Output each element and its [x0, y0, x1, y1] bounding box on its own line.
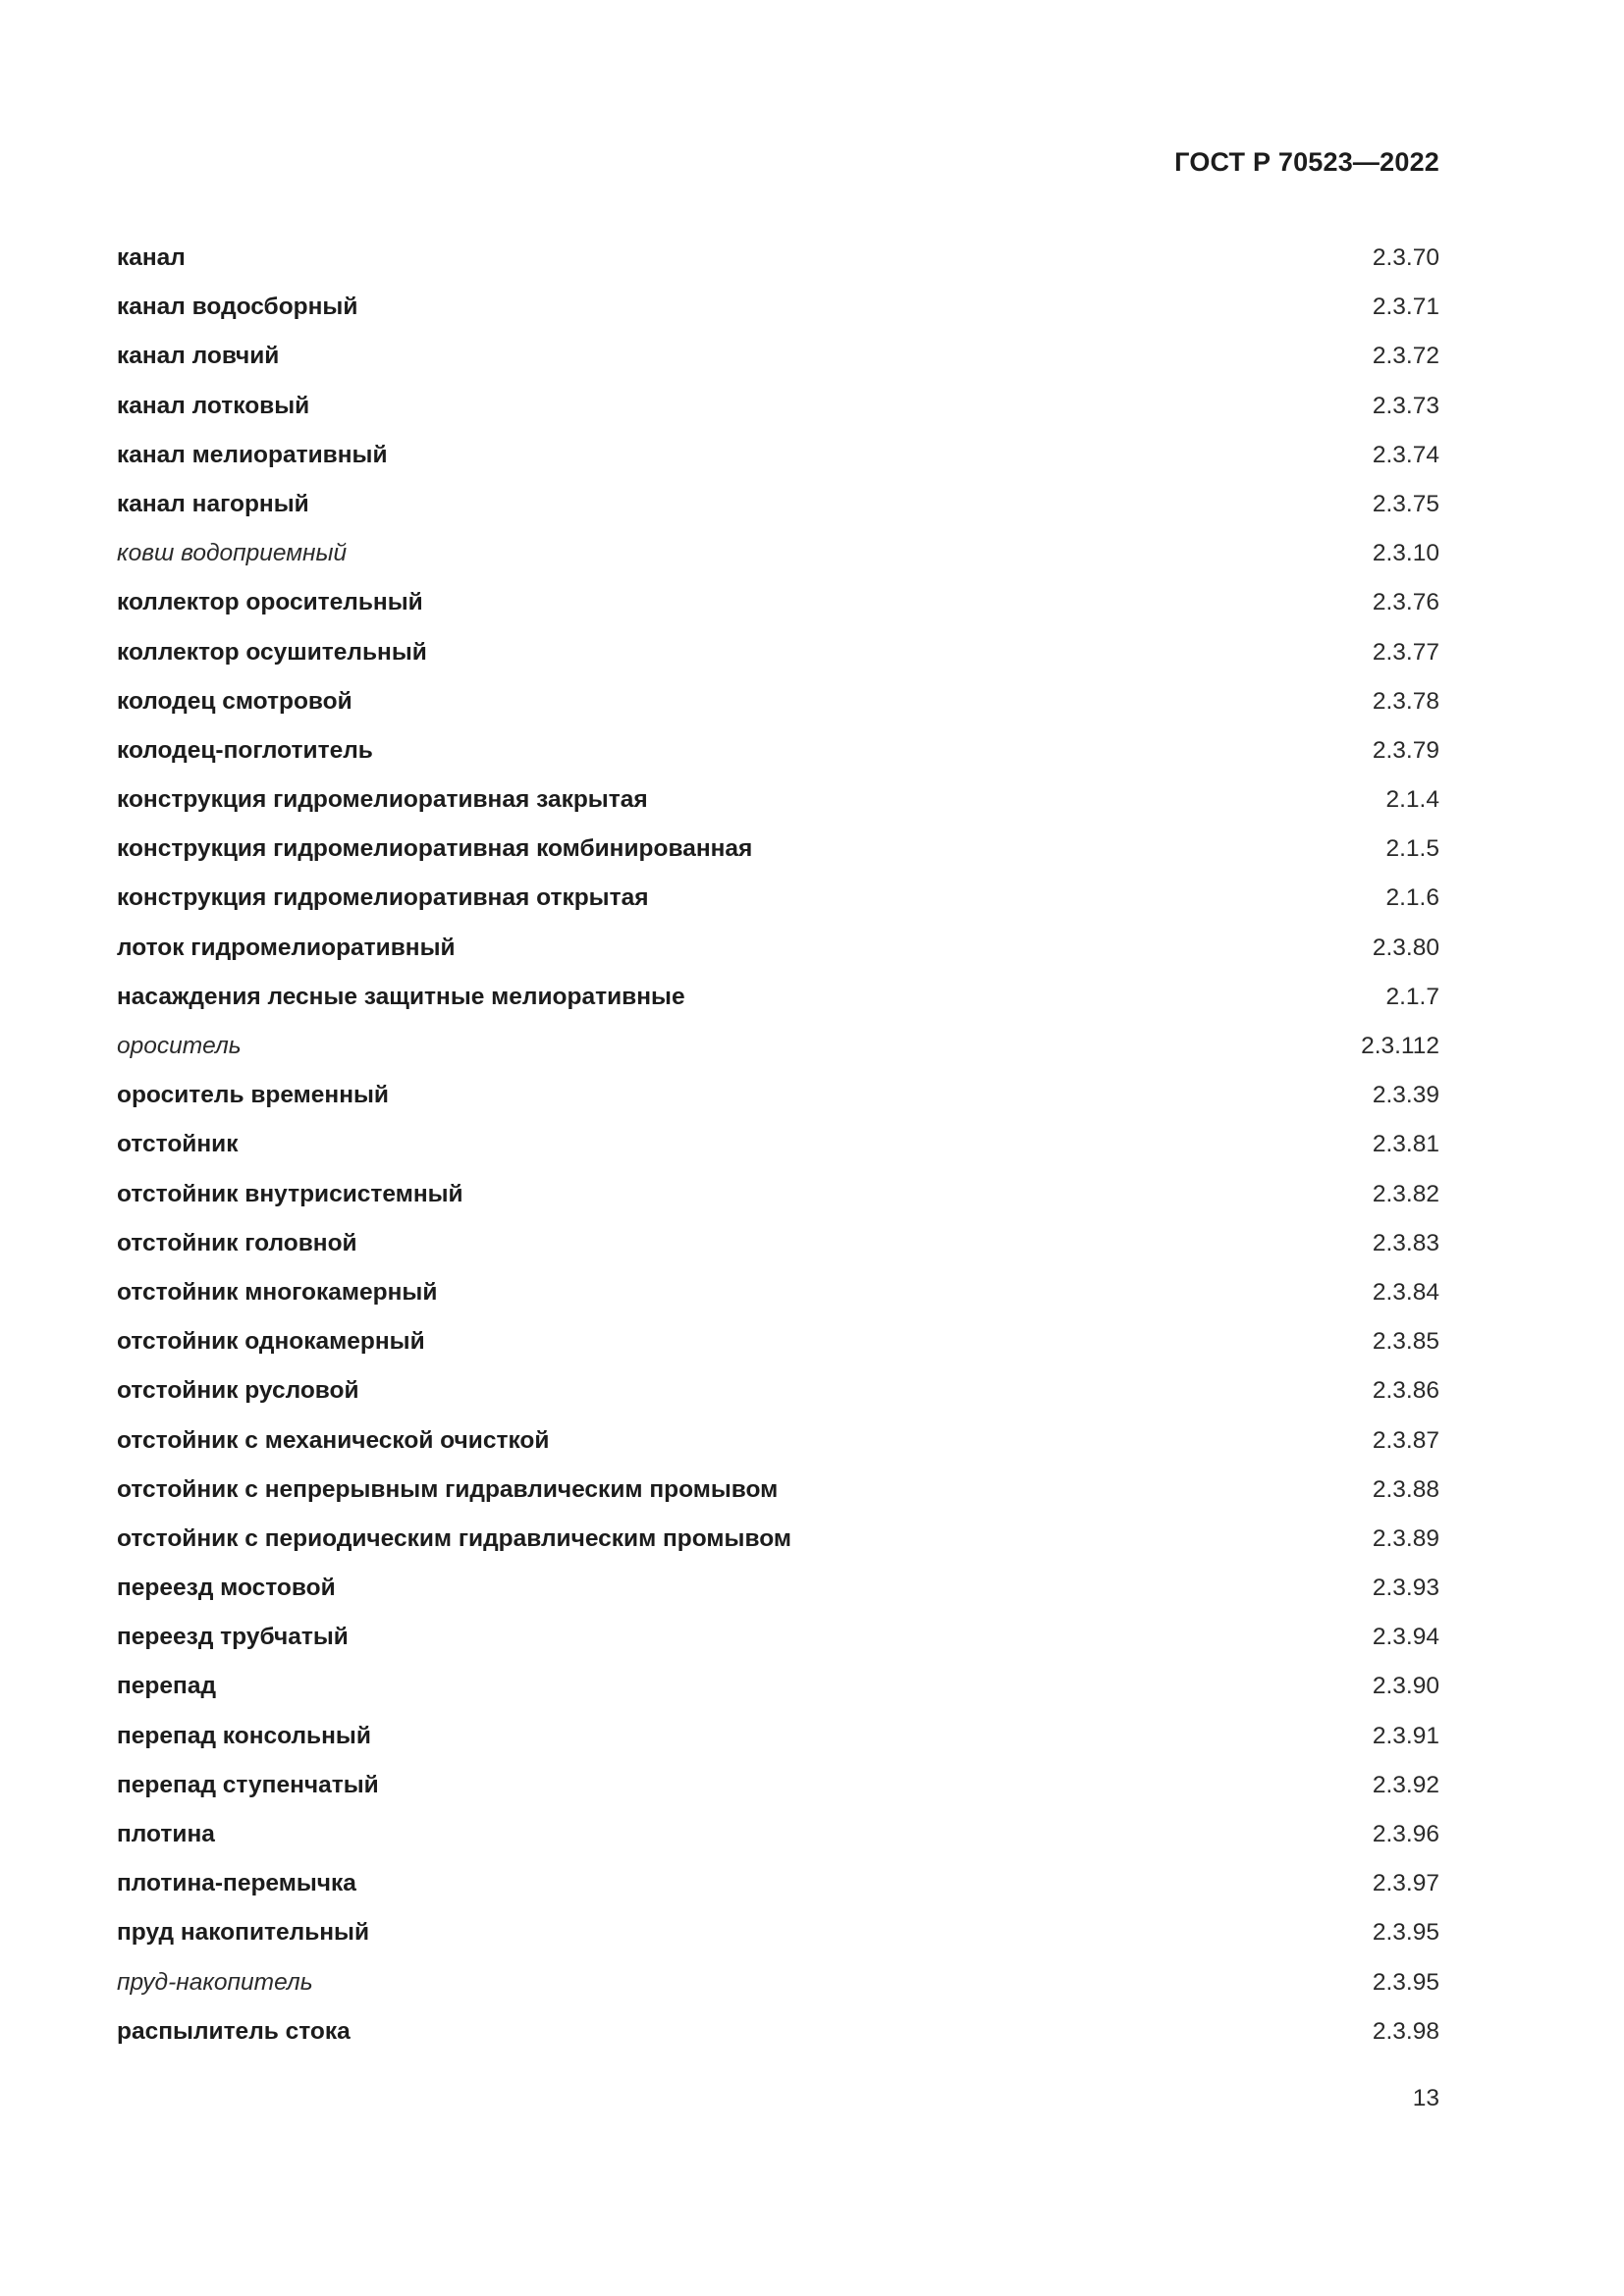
index-entry [117, 1078, 1439, 1127]
index-term-reference: 2.3.39 [1372, 1082, 1439, 1109]
index-term-reference: 2.3.73 [1372, 392, 1439, 419]
index-term-reference: 2.3.72 [1372, 343, 1439, 370]
index-term-synonym: ковш водоприемный [117, 540, 348, 567]
index-term-reference: 2.3.98 [1372, 2017, 1439, 2045]
index-term-reference: 2.3.76 [1372, 589, 1439, 616]
index-entry [117, 733, 1439, 782]
index-term: отстойник внутрисистемный [117, 1180, 463, 1207]
index-entry [117, 980, 1439, 1029]
index-term: конструкция гидромелиоративная закрытая [117, 786, 648, 814]
index-entry [117, 1965, 1439, 2014]
index-entry [117, 881, 1439, 930]
index-term-reference: 2.3.88 [1372, 1475, 1439, 1503]
index-term-reference: 2.3.97 [1372, 1870, 1439, 1897]
index-term: перепад ступенчатый [117, 1771, 379, 1798]
index-term: распылитель стока [117, 2017, 351, 2045]
index-entry [117, 931, 1439, 980]
index-entry [117, 536, 1439, 585]
index-entry [117, 1324, 1439, 1373]
index-term: ороситель временный [117, 1082, 389, 1109]
index-term: перепад консольный [117, 1722, 371, 1749]
index-term-reference: 2.3.93 [1372, 1575, 1439, 1602]
index-term: отстойник русловой [117, 1377, 359, 1405]
index-entry [117, 635, 1439, 684]
index-term: отстойник [117, 1131, 239, 1158]
index-term-reference: 2.3.94 [1372, 1624, 1439, 1651]
index-term: перепад [117, 1673, 216, 1700]
index-term-reference: 2.3.77 [1372, 638, 1439, 666]
index-entry [117, 1669, 1439, 1718]
index-term: отстойник головной [117, 1229, 357, 1256]
index-entry [117, 2014, 1439, 2063]
index-entry [117, 1522, 1439, 1571]
index-term: насаждения лесные защитные мелиоративные [117, 983, 685, 1010]
index-term: отстойник многокамерный [117, 1278, 438, 1306]
index-entry [117, 290, 1439, 339]
index-entry [117, 1127, 1439, 1176]
index-term-reference: 2.3.70 [1372, 244, 1439, 271]
index-entry [117, 1817, 1439, 1866]
index-term-reference: 2.3.96 [1372, 1821, 1439, 1847]
index-term: отстойник с механической очисткой [117, 1426, 550, 1454]
index-term-reference: 2.3.92 [1372, 1771, 1439, 1798]
index-term-reference: 2.3.81 [1372, 1131, 1439, 1158]
index-entry [117, 1719, 1439, 1768]
index-term: пруд накопительный [117, 1919, 370, 1947]
index-term-reference: 2.3.10 [1372, 540, 1439, 567]
index-term: канал мелиоративный [117, 441, 388, 468]
index-term: лоток гидромелиоративный [117, 934, 456, 961]
term-index-list [117, 240, 1439, 2063]
index-term: коллектор оросительный [117, 589, 423, 616]
index-term-reference: 2.3.75 [1372, 490, 1439, 517]
index-entry [117, 1472, 1439, 1522]
index-term: конструкция гидромелиоративная открытая [117, 884, 649, 912]
index-entry [117, 339, 1439, 388]
index-term-reference: 2.3.74 [1372, 441, 1439, 468]
index-entry [117, 1177, 1439, 1226]
index-term: плотина [117, 1821, 215, 1847]
index-entry [117, 1275, 1439, 1324]
index-entry [117, 1571, 1439, 1620]
index-term-reference: 2.3.86 [1372, 1377, 1439, 1405]
index-entry [117, 831, 1439, 881]
index-term: канал лотковый [117, 392, 310, 419]
index-term-reference: 2.1.7 [1385, 983, 1439, 1010]
index-entry [117, 1423, 1439, 1472]
index-term-reference: 2.3.87 [1372, 1426, 1439, 1454]
index-term-reference: 2.3.84 [1372, 1278, 1439, 1306]
index-term-synonym: пруд-накопитель [117, 1968, 313, 1996]
index-term-reference: 2.3.85 [1372, 1328, 1439, 1356]
index-term-reference: 2.3.80 [1372, 934, 1439, 961]
index-entry [117, 1915, 1439, 1964]
index-entry [117, 487, 1439, 536]
index-term: конструкция гидромелиоративная комбинированная [117, 835, 753, 863]
index-term: переезд трубчатый [117, 1624, 349, 1651]
index-term: канал ловчий [117, 343, 280, 370]
index-term-reference: 2.3.91 [1372, 1722, 1439, 1749]
index-term: коллектор осушительный [117, 638, 427, 666]
index-term-reference: 2.3.95 [1372, 1968, 1439, 1996]
index-term: отстойник однокамерный [117, 1328, 425, 1356]
index-term: плотина-перемычка [117, 1870, 356, 1897]
index-entry [117, 1029, 1439, 1078]
index-term-reference: 2.3.78 [1372, 687, 1439, 715]
index-term: колодец-поглотитель [117, 736, 373, 764]
index-term-reference: 2.3.71 [1372, 294, 1439, 321]
index-term: отстойник с непрерывным гидравлическим промывом [117, 1475, 779, 1503]
index-term: канал [117, 244, 186, 271]
index-entry [117, 389, 1439, 438]
index-term-reference: 2.3.95 [1372, 1919, 1439, 1947]
index-entry [117, 1866, 1439, 1915]
index-term-reference: 2.1.6 [1385, 884, 1439, 912]
index-term: отстойник с периодическим гидравлическим промывом [117, 1524, 791, 1552]
index-term-reference: 2.3.112 [1361, 1033, 1439, 1059]
page-number: 13 [1412, 2085, 1439, 2111]
index-term-reference: 2.3.83 [1372, 1229, 1439, 1256]
index-entry [117, 240, 1439, 290]
index-term-reference: 2.3.79 [1372, 736, 1439, 764]
index-term-reference: 2.3.90 [1372, 1673, 1439, 1700]
index-term: канал нагорный [117, 490, 309, 517]
index-entry [117, 1373, 1439, 1422]
index-term-reference: 2.1.5 [1385, 835, 1439, 863]
index-entry [117, 438, 1439, 487]
index-entry [117, 1768, 1439, 1817]
index-entry [117, 585, 1439, 634]
index-term-reference: 2.3.89 [1372, 1524, 1439, 1552]
index-term: канал водосборный [117, 294, 358, 321]
index-entry [117, 684, 1439, 733]
index-term-reference: 2.1.4 [1385, 786, 1439, 814]
index-term: колодец смотровой [117, 687, 352, 715]
index-entry [117, 1620, 1439, 1669]
index-entry [117, 782, 1439, 831]
index-term: переезд мостовой [117, 1575, 336, 1602]
document-header-code: ГОСТ Р 70523—2022 [1174, 147, 1439, 177]
index-entry [117, 1226, 1439, 1275]
index-term-reference: 2.3.82 [1372, 1180, 1439, 1207]
index-term-synonym: ороситель [117, 1033, 242, 1059]
